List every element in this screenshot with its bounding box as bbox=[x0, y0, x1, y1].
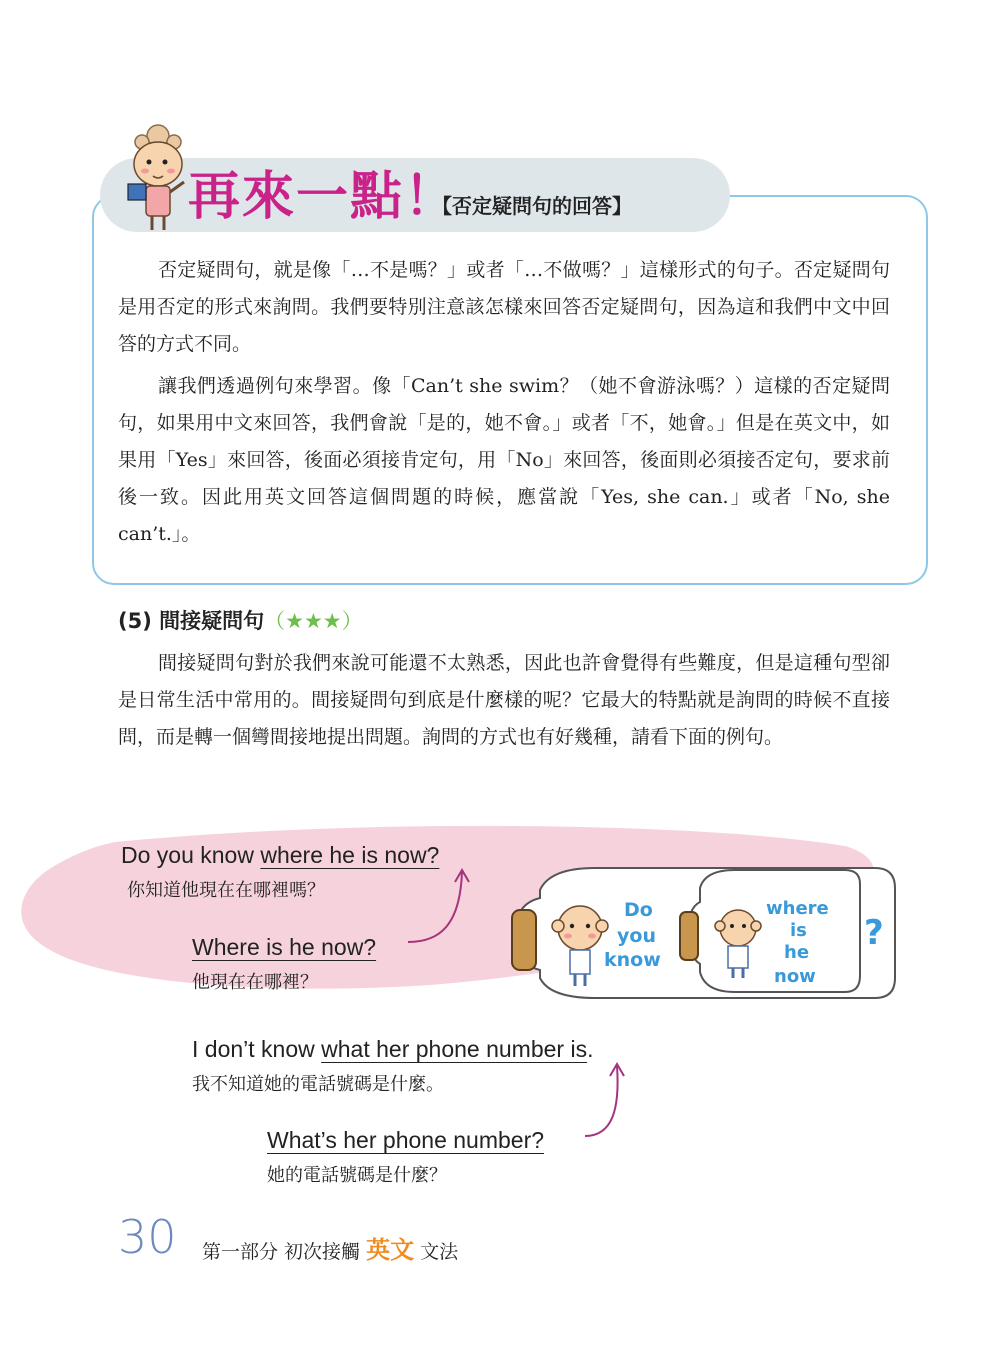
bottle-illustration bbox=[500, 860, 910, 1010]
bubble2-word-4: now bbox=[774, 966, 816, 987]
section-heading-text: (5) 間接疑問句 bbox=[118, 609, 265, 633]
example1-direct-text: Where is he now? bbox=[192, 934, 377, 960]
example2-suffix: . bbox=[587, 1036, 594, 1062]
footer-accent: 英文 bbox=[366, 1236, 415, 1264]
example1-translation: 你知道他現在在哪裡嗎？ bbox=[127, 880, 325, 901]
footer-suffix: 文法 bbox=[420, 1241, 459, 1263]
tip-box-title: 再來一點！ bbox=[188, 167, 459, 227]
bubble1-word-1: Do bbox=[624, 899, 653, 921]
bubble1-word-3: know bbox=[604, 949, 661, 971]
example2-direct-question bbox=[267, 1125, 544, 1155]
tip-paragraph-1: 否定疑問句，就是像「…不是嗎？」或者「…不做嗎？」這樣形式的句子。否定疑問句是用否定的形式來詢問。我們要特別注意該怎樣來回答否定疑問句，因為這和我們中文中回答的方式不同。 bbox=[118, 259, 890, 355]
page-number: 30 bbox=[118, 1210, 177, 1264]
example2-prefix: I don’t know bbox=[192, 1036, 322, 1062]
example1-direct-translation: 他現在在哪裡？ bbox=[192, 972, 318, 993]
bubble2-word-1: where bbox=[766, 898, 829, 919]
bubble1-word-2: you bbox=[617, 925, 656, 947]
example2-sentence bbox=[192, 1034, 593, 1064]
tip-paragraph-2: 讓我們透過例句來學習。像「Can’t she swim？（她不會游泳嗎？）這樣的否定疑問句，如果用中文來回答，我們會說「是的，她不會。」或者「不，她會。」但是在英文中，如果用「Yes」來回答，後面必須接肯定句，用「No」來回答，後面則必須接否定句，要求前後一致。因此用英文回答這個問題的時候，應當說「Yes, she can.」或者「No, she can’t.」。 bbox=[118, 375, 890, 545]
example2-direct-text: What’s her phone number? bbox=[267, 1127, 545, 1153]
example1-prefix: Do you know bbox=[121, 842, 261, 868]
arrow-1 bbox=[408, 870, 469, 942]
example2-direct-translation: 她的電話號碼是什麼？ bbox=[267, 1165, 447, 1186]
example2-underlined: what her phone number is bbox=[321, 1036, 588, 1062]
example2-translation: 我不知道她的電話號碼是什麼。 bbox=[192, 1074, 444, 1095]
difficulty-stars: （★★★） bbox=[264, 609, 363, 633]
bubble2-word-2: is bbox=[790, 920, 807, 941]
bubble2-word-3: he bbox=[784, 942, 810, 963]
section-paragraph: 間接疑問句對於我們來說可能還不太熟悉，因此也許會覺得有些難度，但是這種句型卻是日常生活中常用的。間接疑問句到底是什麼樣的呢？它最大的特點就是詢問的時候不直接問，而是轉一個彎間接地提出問題。詢問的方式也有好幾種，請看下面的例句。 bbox=[118, 652, 890, 748]
question-mark-icon: ? bbox=[864, 913, 884, 953]
example1-underlined: where he is now? bbox=[260, 842, 440, 868]
tip-box-subtitle: 【否定疑問句的回答】 bbox=[432, 194, 632, 218]
footer-caption bbox=[202, 1236, 458, 1266]
arrow-2 bbox=[585, 1064, 624, 1136]
footer-part: 第一部分 初次接觸 bbox=[202, 1241, 361, 1263]
